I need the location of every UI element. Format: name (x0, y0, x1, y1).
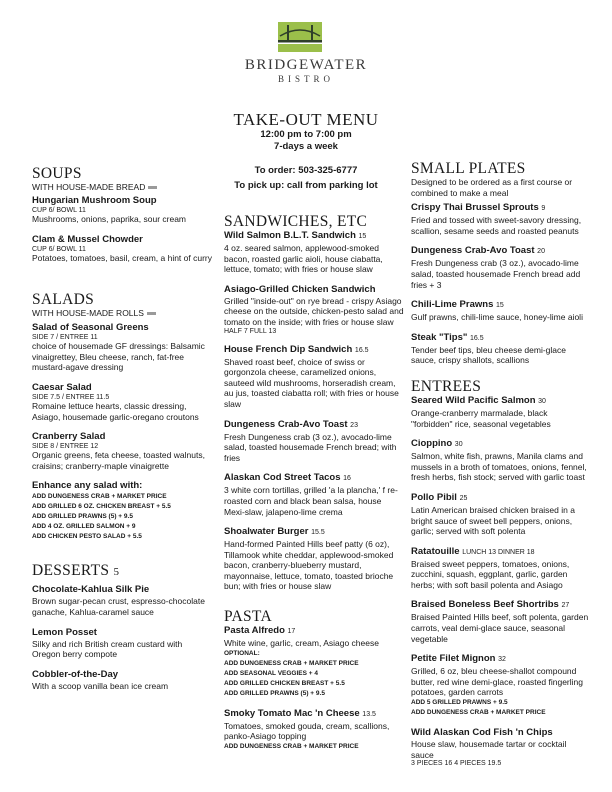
sandwiches-section (224, 213, 404, 592)
brand-subtitle: BISTRO (277, 74, 334, 84)
item-desc: Fresh Dungeness crab (3 oz.), avocado-lime salad, toasted housemade French bread; with fries (224, 431, 397, 463)
item-price: CUP 6/ BOWL 11 (32, 245, 86, 253)
section-title: SMALL PLATES (411, 160, 526, 177)
item-desc: Tender beef tips, bleu cheese demi-glace sauce, crispy shallots, scallions (411, 344, 566, 366)
item-name: Chocolate-Kahlua Silk Pie (32, 584, 150, 596)
item-desc: Orange-cranberry marmalade, black "forbidden" rice, seasonal vegetables (411, 407, 551, 429)
entrees-section (411, 378, 589, 767)
menu-item (32, 382, 212, 422)
item-desc: Organic greens, feta cheese, toasted walnuts, craisins; cranberry-maple vinaigrette (32, 450, 205, 471)
menu-item (32, 669, 212, 692)
item-desc: Grilled "inside-out" on rye bread - crispy Asiago cheese on the outside, chicken-pesto salad and tomato on the inside; with fries or house slaw (224, 295, 404, 327)
menu-item (224, 472, 404, 517)
item-name: Dungeness Crab-Avo Toast 20 (411, 245, 545, 257)
menu-item (224, 526, 404, 592)
item-price: CUP 6/ BOWL 11 (32, 207, 86, 214)
item-price: SIDE 7 / ENTREE 11 (32, 334, 98, 342)
item-name: Wild Salmon B.L.T. Sandwich 15 (224, 230, 367, 241)
item-price: 17 (287, 628, 296, 636)
item-name: Seared Wild Pacific Salmon 30 (411, 394, 546, 406)
item-price: 30 (538, 397, 546, 405)
item-price: 32 (498, 656, 506, 664)
section-title: ENTREES (411, 377, 482, 395)
item-name: House French Dip Sandwich 16.5 (224, 343, 369, 355)
column-right (411, 160, 589, 767)
entree-option: ADD DUNGENESS CRAB + MARKET PRICE (411, 709, 546, 717)
pasta-option: ADD GRILLED PRAWNS (5) + 9.5 (224, 689, 325, 697)
menu-item (411, 438, 589, 483)
item-desc: Shaved roast beef, choice of swiss or gorgonzola cheese, caramelized onions, sauteed wild mushrooms, horseradish cream, au jus, toasted ciabatta roll; with fries or house slaw (224, 356, 399, 409)
menu-item (411, 727, 589, 767)
enhance-option: ADD CHICKEN PESTO SALAD + 5.5 (32, 533, 142, 541)
menu-item (411, 492, 589, 537)
menu-title: TAKE-OUT MENU (233, 110, 379, 129)
item-name: Alaskan Cod Street Tacos 16 (224, 472, 351, 484)
item-price: 20 (537, 248, 545, 256)
item-price: 13.5 (362, 710, 376, 718)
pasta-option: ADD GRILLED CHICKEN BREAST + 5.5 (224, 679, 345, 687)
item-price: 27 (561, 602, 570, 610)
menu-item (32, 431, 212, 471)
item-name: Salad of Seasonal Greens (32, 322, 149, 334)
enhance-option: ADD DUNGENESS CRAB + MARKET PRICE (32, 493, 167, 501)
item-name: Clam & Mussel Chowder (32, 233, 143, 245)
section-subtitle: Designed to be ordered as a first course or combined to make a meal (411, 177, 573, 198)
soups-section (32, 165, 212, 263)
item-name: Ratatouille LUNCH 13 DINNER 18 (411, 545, 535, 557)
item-desc: Silky and rich British cream custard with Oregon berry compote (32, 638, 183, 660)
menu-item (32, 234, 212, 264)
menu-item (411, 202, 589, 236)
section-title: DESSERTS 5 (32, 562, 120, 580)
enhance-option: ADD GRILLED PRAWNS (5) + 9.5 (32, 513, 133, 521)
item-desc: choice of housemade GF dressings: Balsamic vinaigrettey, Bleu cheese, ranch, fat-free mustard-agave dressing (32, 341, 205, 373)
item-name: Pollo Pibil 25 (411, 491, 468, 503)
small-plates-section (411, 160, 589, 366)
pasta-option: ADD DUNGENESS CRAB + MARKET PRICE (224, 742, 359, 750)
item-desc: Hand-formed Painted Hills beef patty (6 oz), Tillamook white cheddar, applewood-smoked bacon, cranberry-blueberry mustard, mayonnaise, lettuce, tomato, toasted brioche bun; with fries or house slaw (224, 539, 394, 592)
item-price: 16 (343, 475, 351, 483)
menu-item (411, 546, 589, 591)
item-price: 15 (496, 302, 504, 310)
order-phone: To order: 503-325-6777 (254, 165, 358, 176)
item-desc: Gulf prawns, chili-lime sauce, honey-lime aioli (411, 312, 583, 323)
item-price: 15 (358, 233, 367, 240)
menu-item (224, 230, 404, 275)
item-name: Caesar Salad (32, 381, 92, 393)
item-price: 9 (541, 205, 546, 213)
section-title: SANDWICHES, ETC (224, 213, 368, 230)
menu-item (32, 322, 212, 373)
desserts-section (32, 562, 212, 691)
column-middle (224, 213, 404, 752)
hours: 12:00 pm to 7:00 pm (260, 129, 352, 140)
pickup-info: To pick up: call from parking lot (234, 180, 378, 191)
enhance-title: Enhance any salad with: (32, 480, 143, 492)
menu-item (224, 625, 404, 699)
item-desc: Fresh Dungeness crab (3 oz.), avocado-lime salad, toasted housemade French bread add fries + 3 (411, 258, 581, 290)
menu-item (411, 395, 589, 429)
menu-item (224, 419, 404, 464)
enhance-block (32, 480, 212, 542)
item-price: HALF 7 FULL 13 (224, 327, 277, 335)
item-desc: Tomatoes, smoked gouda, cream, scallions, panko-Asiago topping (224, 720, 390, 742)
item-price: LUNCH 13 DINNER 18 (462, 548, 535, 556)
item-desc: Romaine lettuce hearts, classic dressing, Asiago, housemade garlic-oregano croutons (32, 400, 199, 422)
section-subtitle: WITH HOUSE-MADE BREAD (32, 182, 212, 193)
item-desc: Salmon, white fish, prawns, Manila clams and mussels in a broth of tomatoes, onions, fennel, fresh herbs, fish stock; served with garlic toast (411, 451, 587, 483)
menu-item (411, 332, 589, 366)
item-desc: House slaw, housemade tartar or cocktail sauce (411, 739, 567, 760)
item-name: Shoalwater Burger 15.5 (224, 526, 325, 538)
bridge-logo-icon (278, 22, 322, 52)
item-desc: Brown sugar-pecan crust, espresso-chocolate ganache, Kahlua-caramel sauce (32, 596, 205, 617)
item-price: 30 (454, 441, 463, 449)
gf-tag-icon (147, 312, 156, 315)
item-name: Pasta Alfredo 17 (224, 625, 296, 637)
section-subtitle: WITH HOUSE-MADE ROLLS (32, 308, 212, 319)
salads-section (32, 291, 212, 542)
menu-item (411, 653, 589, 718)
enhance-option: ADD GRILLED 6 OZ. CHICKEN BREAST + 5.5 (32, 503, 171, 511)
item-desc: Potatoes, tomatoes, basil, cream, a hint of curry (32, 252, 212, 263)
item-name: Crispy Thai Brussel Sprouts 9 (411, 202, 546, 214)
item-desc: 3 white corn tortillas, grilled 'a la plancha,' f re-roasted corn and black bean salsa, house Mexi-slaw, jalapeno-lime crema (224, 485, 398, 517)
item-price: SIDE 8 / ENTREE 12 (32, 443, 99, 451)
item-name: Petite Filet Mignon 32 (411, 653, 506, 665)
item-name: Hungarian Mushroom Soup (32, 195, 157, 206)
entree-option: ADD 5 GRILLED PRAWNS + 9.5 (411, 699, 508, 707)
item-desc: Mushrooms, onions, paprika, sour cream (32, 214, 187, 224)
menu-item (411, 299, 589, 323)
pasta-option: ADD SEASONAL VEGGIES + 4 (224, 669, 318, 677)
section-title: PASTA (224, 608, 272, 626)
item-desc: 4 oz. seared salmon, applewood-smoked bacon, roasted garlic aioli, house ciabatta, lettuce, tomato; with fries or house slaw (224, 243, 383, 275)
item-price: 25 (459, 494, 468, 502)
menu-item (32, 627, 212, 660)
menu-item (224, 344, 404, 410)
gf-tag-icon (148, 186, 157, 189)
column-left (32, 165, 212, 691)
item-name: Wild Alaskan Cod Fish 'n Chips (411, 727, 553, 739)
item-name: Cranberry Salad (32, 431, 106, 443)
item-name: Cioppino 30 (411, 438, 463, 450)
item-price: 3 PIECES 16 4 PIECES 19.5 (411, 760, 502, 768)
item-price: 16.5 (354, 346, 369, 354)
item-name: Steak "Tips" 16.5 (411, 331, 484, 343)
item-desc: Fried and tossed with sweet-savory dressing, scallion, sesame seeds and roasted peanuts (411, 215, 582, 236)
item-name: Asiago-Grilled Chicken Sandwich (224, 283, 376, 295)
item-price: 16.5 (470, 334, 484, 342)
item-price: 23 (350, 421, 358, 429)
item-desc: Grilled, 6 oz, bleu cheese-shallot compound butter, red wine demi-glace, roasted fingerling potatoes, garden carrots (411, 666, 583, 698)
section-title: SOUPS (32, 165, 82, 182)
menu-item (32, 584, 212, 617)
item-desc: White wine, garlic, cream, Asiago cheese (224, 638, 379, 649)
menu-item (411, 245, 589, 290)
enhance-option: ADD 4 OZ. GRILLED SALMON + 9 (32, 523, 136, 531)
item-price: 15.5 (311, 529, 325, 537)
item-name: Chili-Lime Prawns 15 (411, 299, 504, 311)
item-price: SIDE 7.5 / ENTREE 11.5 (32, 393, 110, 401)
menu-item (411, 599, 589, 644)
item-desc: Latin American braised chicken braised in a bright sauce of sweet bell peppers, onions, garlic; served with soft polenta (411, 504, 575, 537)
option-title: OPTIONAL: (224, 649, 260, 657)
item-name: Smoky Tomato Mac 'n Cheese 13.5 (224, 707, 376, 719)
menu-item (224, 708, 404, 752)
pasta-option: ADD DUNGENESS CRAB + MARKET PRICE (224, 659, 359, 667)
brand-name: BRIDGEWATER (244, 57, 368, 73)
item-name: Braised Boneless Beef Shortribs 27 (411, 599, 570, 611)
item-desc: Braised Painted Hills beef, soft polenta, garden carrots, veal demi-glace sauce, seasonal vegetable (411, 612, 589, 644)
menu-item (32, 195, 212, 225)
menu-item (224, 284, 404, 335)
pasta-section (224, 608, 404, 752)
days: 7-days a week (274, 141, 338, 152)
item-name: Lemon Posset (32, 626, 97, 638)
item-name: Dungeness Crab-Avo Toast 23 (224, 418, 358, 430)
item-desc: Braised sweet peppers, tomatoes, onions, zucchini, squash, eggplant, garlic, garden herbs; with soft basil polenta and Asiago (411, 558, 570, 590)
section-title: SALADS (32, 291, 95, 309)
item-name: Cobbler-of-the-Day (32, 668, 119, 680)
item-desc: With a scoop vanilla bean ice cream (32, 680, 169, 691)
